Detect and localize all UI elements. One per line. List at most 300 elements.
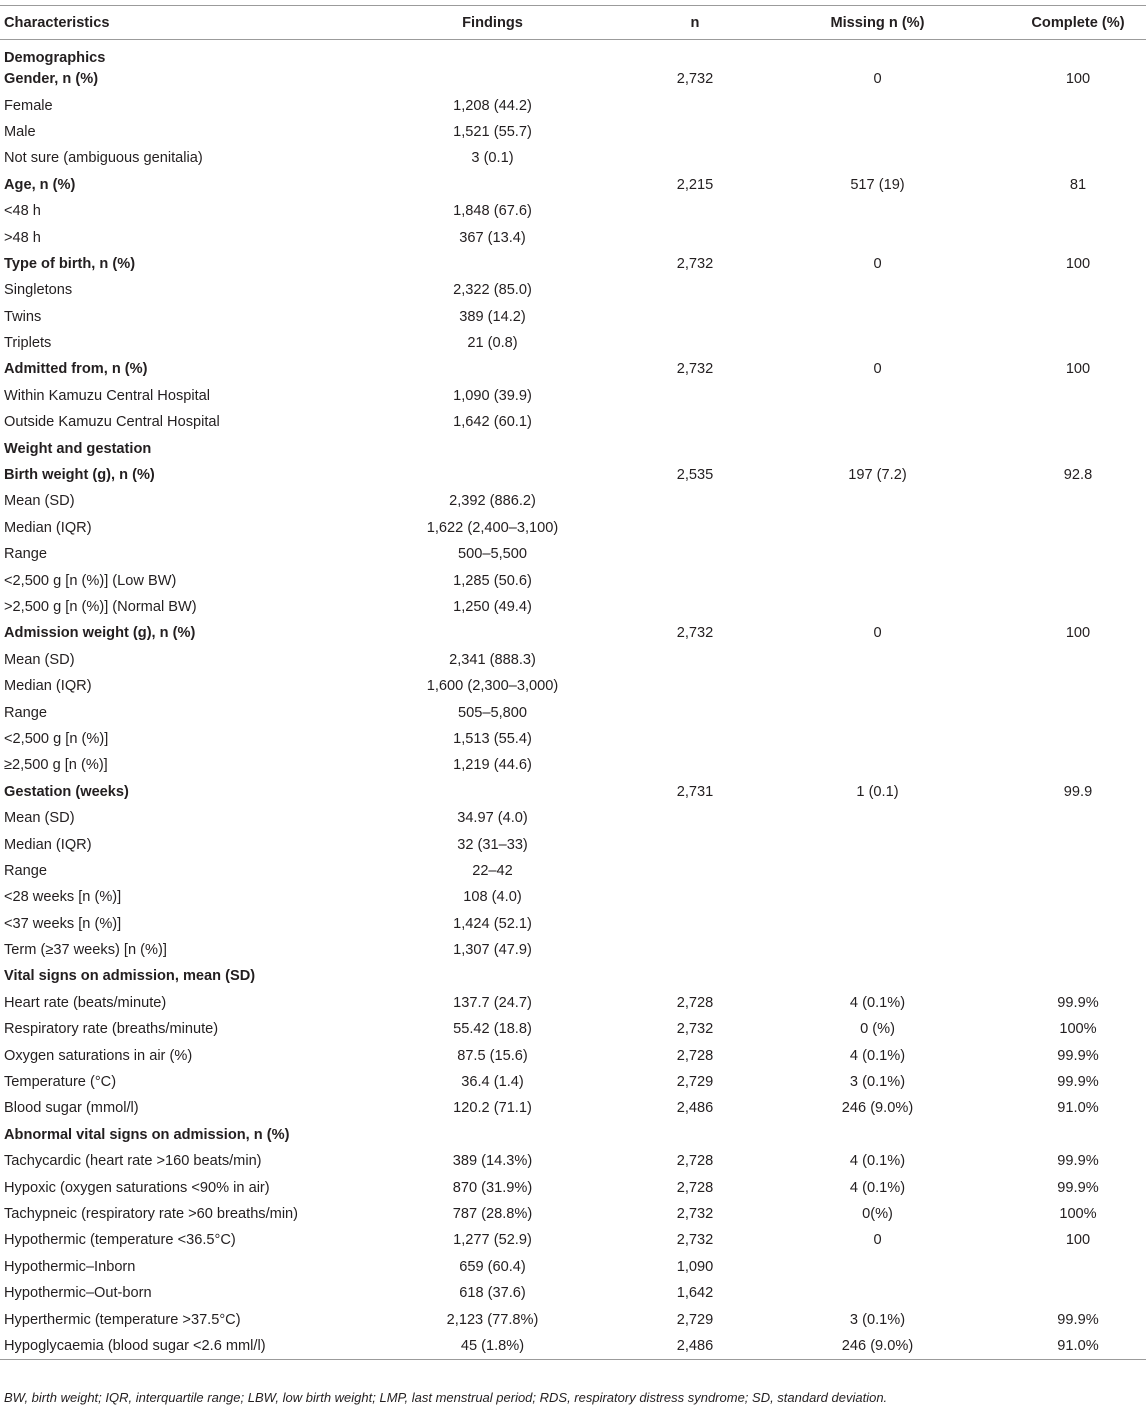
row-complete: 91.0% bbox=[1057, 1100, 1099, 1117]
row-missing bbox=[745, 858, 1010, 884]
row-n bbox=[645, 92, 745, 118]
table-row bbox=[0, 831, 1146, 857]
table-row bbox=[0, 330, 1146, 356]
row-missing bbox=[745, 831, 1010, 857]
table-header-row bbox=[0, 6, 1146, 40]
row-missing: 4 (0.1%) bbox=[849, 994, 906, 1011]
table-row bbox=[0, 1122, 1146, 1148]
table-row bbox=[0, 1069, 1146, 1095]
row-label: Admitted from, n (%) bbox=[4, 361, 148, 378]
row-findings: 1,219 (44.6) bbox=[453, 757, 532, 774]
row-label: Oxygen saturations in air (%) bbox=[4, 1047, 193, 1064]
row-missing bbox=[745, 541, 1010, 567]
row-missing bbox=[745, 330, 1010, 356]
row-n: 2,728 bbox=[676, 1179, 714, 1196]
row-findings: 21 (0.8) bbox=[467, 335, 518, 352]
row-complete: 99.9% bbox=[1057, 1153, 1099, 1170]
row-missing bbox=[745, 911, 1010, 937]
table-row bbox=[0, 198, 1146, 224]
row-findings: 87.5 (15.6) bbox=[457, 1047, 528, 1064]
table-row bbox=[0, 172, 1146, 198]
table-row bbox=[0, 1016, 1146, 1042]
characteristics-table bbox=[0, 5, 1146, 1360]
row-missing bbox=[745, 1254, 1010, 1280]
row-findings bbox=[340, 779, 645, 805]
row-label: Twins bbox=[4, 308, 42, 325]
row-label: Abnormal vital signs on admission, n (%) bbox=[4, 1126, 290, 1143]
row-label: <37 weeks [n (%)] bbox=[4, 915, 122, 932]
row-label: Admission weight (g), n (%) bbox=[4, 625, 196, 642]
row-n bbox=[645, 198, 745, 224]
row-complete: 99.9% bbox=[1057, 1074, 1099, 1091]
row-missing: 0(%) bbox=[862, 1205, 893, 1222]
table-row bbox=[0, 66, 1146, 92]
row-missing bbox=[745, 435, 1010, 461]
row-complete bbox=[1010, 304, 1146, 330]
row-n bbox=[645, 277, 745, 303]
table-row bbox=[0, 119, 1146, 145]
row-n bbox=[645, 647, 745, 673]
table-row bbox=[0, 1333, 1146, 1359]
row-label: Outside Kamuzu Central Hospital bbox=[4, 414, 220, 431]
row-complete: 100% bbox=[1059, 1205, 1097, 1222]
row-missing: 1 (0.1) bbox=[856, 783, 899, 800]
row-n bbox=[645, 435, 745, 461]
row-findings: 1,600 (2,300–3,000) bbox=[426, 678, 559, 695]
row-findings: 2,123 (77.8%) bbox=[446, 1311, 539, 1328]
row-label: Tachypneic (respiratory rate >60 breaths/min) bbox=[4, 1205, 299, 1222]
row-missing: 517 (19) bbox=[850, 176, 905, 193]
table-row bbox=[0, 304, 1146, 330]
row-n: 2,728 bbox=[676, 994, 714, 1011]
row-label: Tachycardic (heart rate >160 beats/min) bbox=[4, 1153, 262, 1170]
row-missing bbox=[745, 224, 1010, 250]
row-n bbox=[645, 805, 745, 831]
row-complete bbox=[1010, 119, 1146, 145]
row-n bbox=[645, 963, 745, 989]
row-findings: 22–42 bbox=[472, 862, 513, 879]
row-n bbox=[645, 541, 745, 567]
row-label: Age, n (%) bbox=[4, 176, 76, 193]
row-complete bbox=[1010, 1280, 1146, 1306]
row-label: Hyperthermic (temperature >37.5°C) bbox=[4, 1311, 241, 1328]
table-row bbox=[0, 40, 1146, 67]
row-findings: 1,307 (47.9) bbox=[453, 942, 532, 959]
row-label: Median (IQR) bbox=[4, 519, 92, 536]
row-findings bbox=[340, 66, 645, 92]
row-label: <28 weeks [n (%)] bbox=[4, 889, 122, 906]
row-findings bbox=[340, 172, 645, 198]
row-complete bbox=[1010, 330, 1146, 356]
table-row bbox=[0, 752, 1146, 778]
row-findings: 120.2 (71.1) bbox=[453, 1100, 532, 1117]
row-findings: 108 (4.0) bbox=[463, 889, 522, 906]
row-missing bbox=[745, 805, 1010, 831]
row-label: Birth weight (g), n (%) bbox=[4, 467, 155, 484]
table-row bbox=[0, 92, 1146, 118]
row-n bbox=[645, 330, 745, 356]
row-findings: 1,250 (49.4) bbox=[453, 599, 532, 615]
row-missing bbox=[745, 752, 1010, 778]
row-n: 2,486 bbox=[676, 1100, 714, 1117]
row-findings: 3 (0.1) bbox=[471, 150, 514, 167]
row-missing bbox=[745, 119, 1010, 145]
row-n: 2,732 bbox=[676, 71, 714, 88]
row-missing: 0 bbox=[873, 361, 882, 378]
row-label: <48 h bbox=[4, 203, 41, 220]
table-row bbox=[0, 1095, 1146, 1121]
table-row bbox=[0, 435, 1146, 461]
row-n: 2,732 bbox=[676, 1021, 714, 1038]
row-missing bbox=[745, 304, 1010, 330]
row-findings bbox=[340, 356, 645, 382]
row-n: 2,729 bbox=[676, 1311, 714, 1328]
table-row bbox=[0, 488, 1146, 514]
row-complete bbox=[1010, 937, 1146, 963]
row-complete bbox=[1010, 1122, 1146, 1148]
row-label: Hypoglycaemia (blood sugar <2.6 mml/l) bbox=[0, 1333, 340, 1359]
row-missing: 4 (0.1%) bbox=[849, 1179, 906, 1196]
row-missing bbox=[745, 699, 1010, 725]
row-n: 2,732 bbox=[676, 1232, 714, 1249]
row-findings: 1,424 (52.1) bbox=[453, 915, 532, 932]
row-complete: 100 bbox=[1065, 255, 1091, 272]
row-label: Singletons bbox=[4, 282, 73, 299]
table-row bbox=[0, 224, 1146, 250]
table-row bbox=[0, 515, 1146, 541]
row-n bbox=[645, 594, 745, 620]
row-label: Mean (SD) bbox=[4, 810, 75, 827]
row-n bbox=[645, 726, 745, 752]
row-n: 2,732 bbox=[676, 255, 714, 272]
row-n: 2,731 bbox=[676, 783, 714, 800]
row-findings: 1,090 (39.9) bbox=[453, 387, 532, 404]
row-label: Range bbox=[4, 704, 48, 721]
table-row bbox=[0, 1254, 1146, 1280]
row-label: Not sure (ambiguous genitalia) bbox=[4, 150, 203, 167]
row-findings: 787 (28.8%) bbox=[452, 1205, 533, 1222]
row-complete: 100 bbox=[1065, 361, 1091, 378]
row-n bbox=[645, 884, 745, 910]
row-complete bbox=[1010, 541, 1146, 567]
table-row bbox=[0, 911, 1146, 937]
row-complete: 99.9% bbox=[1057, 994, 1099, 1011]
row-complete: 99.9 bbox=[1063, 783, 1093, 800]
row-n: 2,728 bbox=[676, 1047, 714, 1064]
row-findings: 659 (60.4) bbox=[459, 1258, 526, 1275]
row-missing bbox=[745, 40, 1010, 67]
table-row bbox=[0, 1201, 1146, 1227]
row-complete bbox=[1010, 726, 1146, 752]
row-complete bbox=[1010, 805, 1146, 831]
table-row bbox=[0, 647, 1146, 673]
table-row bbox=[0, 277, 1146, 303]
row-missing: 246 (9.0%) bbox=[745, 1333, 1010, 1359]
table-row bbox=[0, 383, 1146, 409]
row-findings: 1,521 (55.7) bbox=[453, 123, 532, 140]
row-missing bbox=[745, 277, 1010, 303]
row-complete bbox=[1010, 831, 1146, 857]
row-label: Gestation (weeks) bbox=[4, 783, 129, 800]
row-label: Mean (SD) bbox=[4, 493, 75, 510]
row-label: <2,500 g [n (%)] (Low BW) bbox=[4, 572, 177, 589]
row-n bbox=[645, 145, 745, 171]
row-n: 2,732 bbox=[676, 625, 714, 642]
row-complete bbox=[1010, 673, 1146, 699]
header-complete: Complete (%) bbox=[1010, 6, 1146, 40]
row-missing bbox=[745, 884, 1010, 910]
row-n bbox=[645, 831, 745, 857]
row-label: Vital signs on admission, mean (SD) bbox=[4, 968, 256, 985]
row-n bbox=[645, 488, 745, 514]
row-label: Range bbox=[4, 546, 48, 563]
row-missing bbox=[745, 963, 1010, 989]
row-n bbox=[645, 304, 745, 330]
row-complete bbox=[1010, 409, 1146, 435]
row-n: 2,215 bbox=[676, 176, 714, 193]
table-row bbox=[0, 1148, 1146, 1174]
row-missing: 246 (9.0%) bbox=[841, 1100, 914, 1117]
row-n bbox=[645, 673, 745, 699]
row-label: Type of birth, n (%) bbox=[4, 255, 136, 272]
row-label: Hypothermic–Inborn bbox=[4, 1258, 136, 1275]
row-missing: 197 (7.2) bbox=[848, 467, 907, 484]
row-n: 2,728 bbox=[676, 1153, 714, 1170]
row-n bbox=[645, 858, 745, 884]
row-findings: 500–5,500 bbox=[458, 546, 527, 563]
row-complete bbox=[1010, 963, 1146, 989]
row-missing: 0 bbox=[873, 1232, 882, 1249]
table-row bbox=[0, 356, 1146, 382]
row-label: Hypothermic (temperature <36.5°C) bbox=[4, 1232, 236, 1249]
row-complete bbox=[1010, 277, 1146, 303]
row-n bbox=[645, 515, 745, 541]
row-missing bbox=[745, 409, 1010, 435]
row-complete bbox=[1010, 1254, 1146, 1280]
row-findings: 2,322 (85.0) bbox=[453, 282, 532, 299]
row-findings: 36.4 (1.4) bbox=[461, 1074, 524, 1091]
row-complete bbox=[1010, 40, 1146, 67]
table-row bbox=[0, 673, 1146, 699]
row-findings bbox=[340, 620, 645, 646]
row-complete: 91.0% bbox=[1010, 1333, 1146, 1359]
row-complete bbox=[1010, 198, 1146, 224]
row-findings: 870 (31.9%) bbox=[452, 1179, 533, 1196]
row-missing bbox=[745, 673, 1010, 699]
row-findings: 389 (14.2) bbox=[459, 308, 526, 325]
row-findings: 2,341 (888.3) bbox=[449, 651, 536, 668]
table-row bbox=[0, 567, 1146, 593]
row-missing: 0 bbox=[873, 71, 882, 88]
table-row bbox=[0, 462, 1146, 488]
row-complete bbox=[1010, 488, 1146, 514]
row-complete: 99.9% bbox=[1057, 1179, 1099, 1196]
table-footnote: BW, birth weight; IQR, interquartile range; LBW, low birth weight; LMP, last menstrual period; RDS, respiratory distress syndrome; SD, standard deviation. bbox=[4, 1390, 888, 1405]
row-n: 2,535 bbox=[676, 467, 714, 484]
row-complete: 100 bbox=[1065, 1232, 1091, 1249]
row-complete bbox=[1010, 92, 1146, 118]
row-findings: 1,642 (60.1) bbox=[453, 414, 532, 431]
table-row bbox=[0, 409, 1146, 435]
row-missing: 4 (0.1%) bbox=[849, 1153, 906, 1170]
row-missing bbox=[745, 515, 1010, 541]
row-findings: 505–5,800 bbox=[458, 704, 527, 721]
row-n: 2,732 bbox=[676, 361, 714, 378]
row-findings: 55.42 (18.8) bbox=[453, 1021, 532, 1038]
row-findings: 34.97 (4.0) bbox=[457, 810, 528, 827]
row-n: 1,642 bbox=[676, 1285, 714, 1302]
header-characteristics: Characteristics bbox=[0, 6, 340, 40]
row-findings: 618 (37.6) bbox=[459, 1285, 526, 1302]
row-complete bbox=[1010, 435, 1146, 461]
row-label: Gender, n (%) bbox=[4, 71, 99, 88]
row-missing bbox=[745, 937, 1010, 963]
row-n bbox=[645, 937, 745, 963]
row-missing bbox=[745, 647, 1010, 673]
row-findings bbox=[340, 963, 645, 989]
table-row bbox=[0, 779, 1146, 805]
table-row bbox=[0, 1280, 1146, 1306]
row-n bbox=[645, 567, 745, 593]
row-label: Median (IQR) bbox=[4, 678, 92, 695]
row-complete bbox=[1010, 752, 1146, 778]
row-n: 2,486 bbox=[645, 1333, 745, 1359]
row-complete bbox=[1010, 911, 1146, 937]
row-label: Hypothermic–Out-born bbox=[4, 1285, 152, 1302]
header-findings: Findings bbox=[340, 6, 645, 40]
row-missing bbox=[745, 567, 1010, 593]
row-findings: 2,392 (886.2) bbox=[449, 493, 536, 510]
table-row bbox=[0, 145, 1146, 171]
row-complete: 100 bbox=[1065, 625, 1091, 642]
row-findings: 45 (1.8%) bbox=[340, 1333, 645, 1359]
row-complete bbox=[1010, 884, 1146, 910]
row-label: Demographics bbox=[4, 50, 106, 66]
row-findings: 1,622 (2,400–3,100) bbox=[426, 519, 559, 536]
row-n: 2,732 bbox=[676, 1205, 714, 1222]
row-label: ≥2,500 g [n (%)] bbox=[4, 757, 108, 774]
row-missing bbox=[745, 198, 1010, 224]
row-findings bbox=[340, 435, 645, 461]
row-complete bbox=[1010, 567, 1146, 593]
row-missing bbox=[745, 92, 1010, 118]
table-row bbox=[0, 805, 1146, 831]
row-findings bbox=[340, 1122, 645, 1148]
row-complete bbox=[1010, 594, 1146, 620]
row-complete: 100% bbox=[1059, 1021, 1097, 1038]
row-n bbox=[645, 1122, 745, 1148]
table-row bbox=[0, 1306, 1146, 1332]
header-n: n bbox=[645, 6, 745, 40]
row-findings: 1,848 (67.6) bbox=[453, 203, 532, 220]
row-complete: 100 bbox=[1065, 71, 1091, 88]
row-n: 2,729 bbox=[676, 1074, 714, 1091]
row-findings: 1,208 (44.2) bbox=[453, 97, 532, 114]
table-row bbox=[0, 699, 1146, 725]
row-findings: 1,513 (55.4) bbox=[453, 730, 532, 747]
row-complete: 81 bbox=[1069, 176, 1087, 193]
row-n bbox=[645, 40, 745, 67]
row-label: Hypoxic (oxygen saturations <90% in air) bbox=[4, 1179, 270, 1196]
row-label: Temperature (°C) bbox=[4, 1074, 117, 1091]
table-row bbox=[0, 963, 1146, 989]
row-missing bbox=[745, 1280, 1010, 1306]
row-n bbox=[645, 119, 745, 145]
table-body bbox=[0, 40, 1146, 1360]
row-findings: 1,285 (50.6) bbox=[453, 572, 532, 589]
row-label: Within Kamuzu Central Hospital bbox=[4, 387, 211, 404]
row-missing: 0 bbox=[873, 625, 882, 642]
table-row bbox=[0, 594, 1146, 620]
row-complete bbox=[1010, 699, 1146, 725]
row-complete bbox=[1010, 858, 1146, 884]
row-missing: 4 (0.1%) bbox=[849, 1047, 906, 1064]
row-complete: 92.8 bbox=[1063, 467, 1093, 484]
table-row bbox=[0, 1042, 1146, 1068]
row-complete: 99.9% bbox=[1057, 1047, 1099, 1064]
row-label: Heart rate (beats/minute) bbox=[4, 994, 167, 1011]
table-row bbox=[0, 726, 1146, 752]
row-findings: 137.7 (24.7) bbox=[453, 994, 532, 1011]
row-label: Median (IQR) bbox=[4, 836, 92, 853]
table-row bbox=[0, 884, 1146, 910]
row-label: Female bbox=[4, 97, 53, 114]
row-label: Triplets bbox=[4, 335, 52, 352]
row-missing bbox=[745, 726, 1010, 752]
row-label: <2,500 g [n (%)] bbox=[4, 730, 109, 747]
table-row bbox=[0, 620, 1146, 646]
row-complete bbox=[1010, 515, 1146, 541]
row-complete bbox=[1010, 383, 1146, 409]
row-n bbox=[645, 409, 745, 435]
row-label: Blood sugar (mmol/l) bbox=[4, 1100, 139, 1117]
row-complete bbox=[1010, 224, 1146, 250]
row-missing bbox=[745, 1122, 1010, 1148]
table-row bbox=[0, 990, 1146, 1016]
row-findings: 32 (31–33) bbox=[457, 836, 528, 853]
row-findings bbox=[340, 251, 645, 277]
row-label: Respiratory rate (breaths/minute) bbox=[4, 1021, 219, 1038]
row-complete: 99.9% bbox=[1057, 1311, 1099, 1328]
row-missing: 3 (0.1%) bbox=[849, 1074, 906, 1091]
row-label: Mean (SD) bbox=[4, 651, 75, 668]
row-n bbox=[645, 224, 745, 250]
row-missing: 0 (%) bbox=[860, 1021, 895, 1038]
table-row bbox=[0, 251, 1146, 277]
row-label: Male bbox=[4, 123, 36, 140]
table-row bbox=[0, 1174, 1146, 1200]
table-row bbox=[0, 858, 1146, 884]
row-n: 1,090 bbox=[676, 1258, 714, 1275]
row-label: >2,500 g [n (%)] (Normal BW) bbox=[4, 599, 197, 615]
table-row bbox=[0, 937, 1146, 963]
row-missing bbox=[745, 383, 1010, 409]
row-n bbox=[645, 911, 745, 937]
row-complete bbox=[1010, 145, 1146, 171]
row-findings: 389 (14.3%) bbox=[452, 1153, 533, 1170]
row-missing bbox=[745, 145, 1010, 171]
row-findings bbox=[340, 462, 645, 488]
row-label: Weight and gestation bbox=[4, 440, 152, 457]
row-missing bbox=[745, 594, 1010, 620]
row-n bbox=[645, 699, 745, 725]
row-complete bbox=[1010, 647, 1146, 673]
row-missing: 3 (0.1%) bbox=[849, 1311, 906, 1328]
row-findings: 1,277 (52.9) bbox=[453, 1232, 532, 1249]
row-label: >48 h bbox=[4, 229, 41, 246]
row-label: Range bbox=[4, 862, 48, 879]
row-n bbox=[645, 383, 745, 409]
